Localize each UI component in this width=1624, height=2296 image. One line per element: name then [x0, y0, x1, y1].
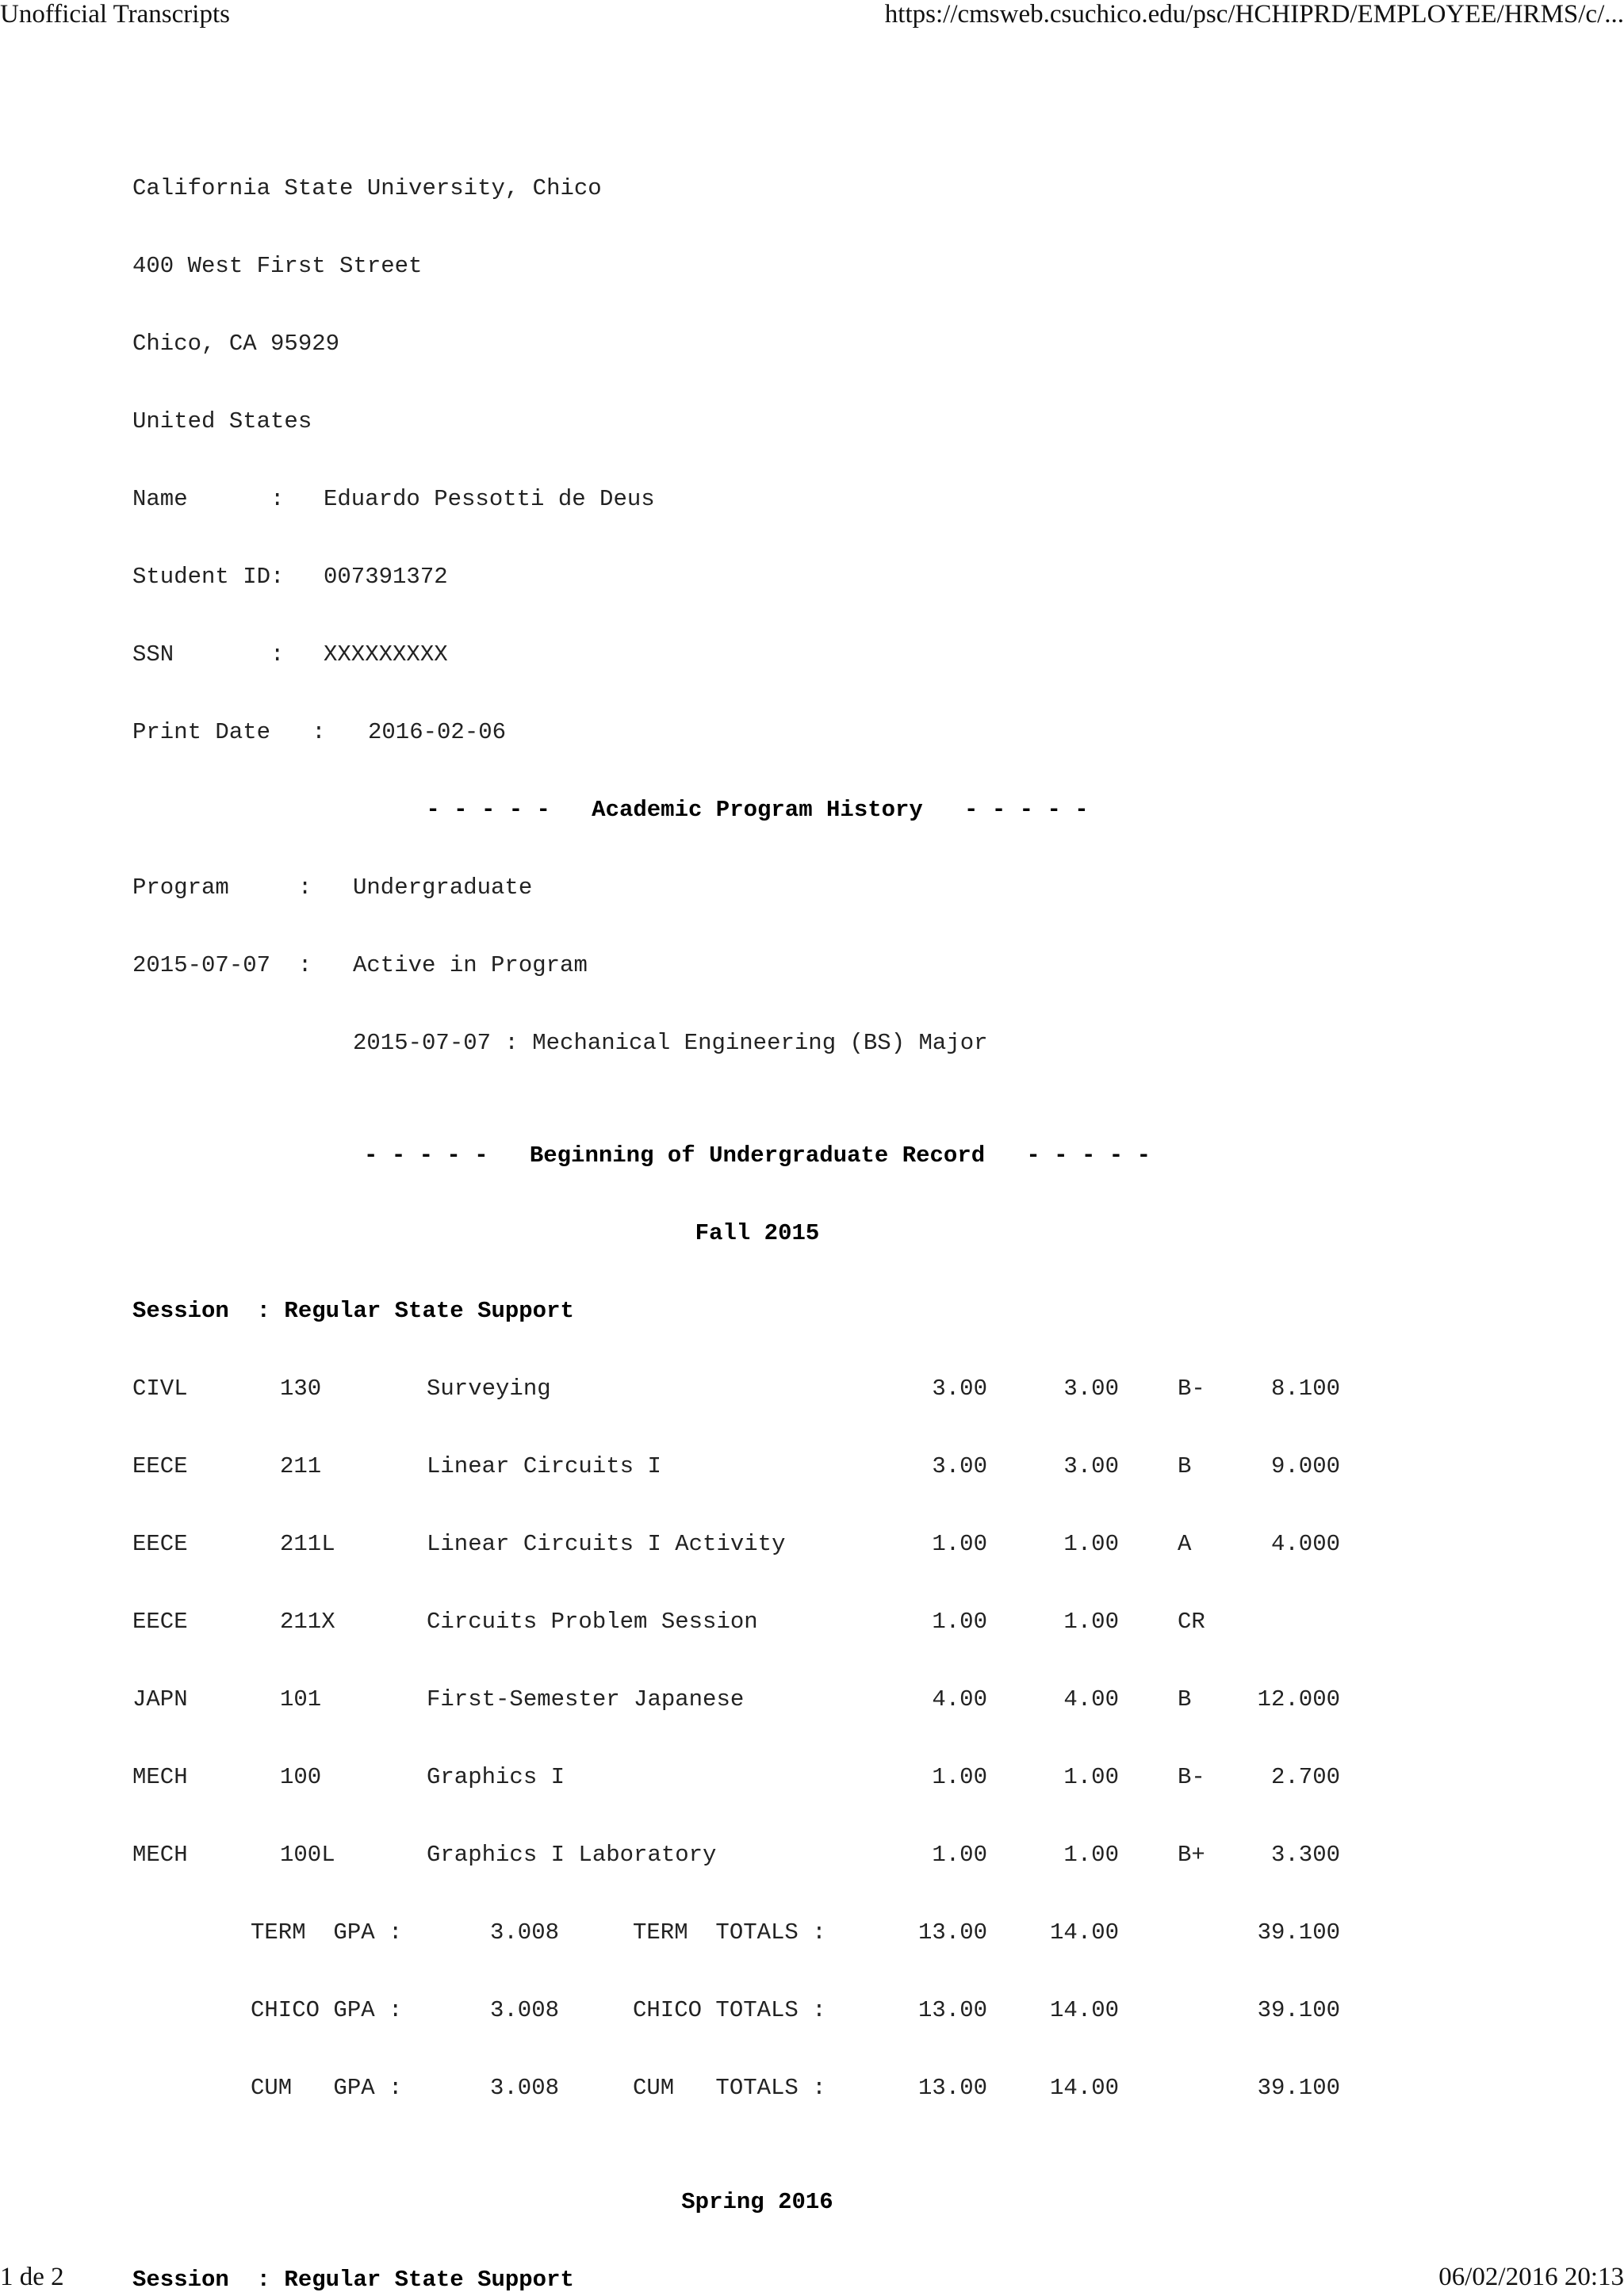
course-number: 211L [280, 1531, 335, 1557]
print-date-label: Print Date : [132, 719, 326, 745]
course-earned: 3.00 [1063, 1376, 1119, 1402]
course-attempted: 3.00 [932, 1376, 987, 1402]
total-attempted: 13.00 [917, 1919, 987, 1946]
total-earned: 14.00 [1049, 1919, 1119, 1946]
course-title: Graphics I Laboratory [427, 1842, 717, 1868]
course-title: Linear Circuits I Activity [427, 1531, 786, 1557]
course-subject: MECH [132, 1842, 188, 1868]
course-earned: 1.00 [1063, 1842, 1119, 1868]
course-attempted: 1.00 [932, 1531, 987, 1557]
course-attempted: 1.00 [932, 1609, 987, 1635]
course-subject: MECH [132, 1764, 188, 1790]
student-name: Eduardo Pessotti de Deus [324, 486, 655, 512]
institution-address-line2: Chico, CA 95929 [132, 331, 340, 357]
course-grade: CR [1178, 1609, 1205, 1635]
institution-country: United States [132, 408, 312, 434]
course-number: 101 [280, 1686, 322, 1712]
course-grade: A [1178, 1531, 1192, 1557]
course-points: 8.100 [1270, 1376, 1340, 1402]
total-points: 39.100 [1257, 1997, 1340, 2023]
course-grade: B+ [1178, 1842, 1205, 1868]
gpa-label: CHICO GPA : [251, 1997, 403, 2023]
gpa-value: 3.008 [489, 1919, 559, 1946]
course-points: 2.700 [1270, 1764, 1340, 1790]
course-earned: 4.00 [1063, 1686, 1119, 1712]
course-points: 9.000 [1270, 1453, 1340, 1479]
program-major: 2015-07-07 : Mechanical Engineering (BS) Major [353, 1030, 988, 1056]
course-earned: 1.00 [1063, 1764, 1119, 1790]
course-number: 211 [280, 1453, 322, 1479]
ssn-label: SSN : [132, 641, 285, 668]
course-grade: B- [1178, 1376, 1205, 1402]
record-heading: - - - - - Beginning of Undergraduate Record - - - - - [364, 1142, 1151, 1169]
session-label: Session : Regular State Support [132, 1298, 574, 1324]
gpa-value: 3.008 [489, 2075, 559, 2101]
course-attempted: 1.00 [932, 1764, 987, 1790]
course-title: Circuits Problem Session [427, 1609, 758, 1635]
print-footer-page: 1 de 2 [0, 2263, 64, 2291]
student-name-label: Name : [132, 486, 285, 512]
program-history-heading: - - - - - Academic Program History - - - - - [426, 797, 1089, 823]
course-points: 4.000 [1270, 1531, 1340, 1557]
course-number: 100L [280, 1842, 335, 1868]
total-points: 39.100 [1257, 1919, 1340, 1946]
course-attempted: 4.00 [932, 1686, 987, 1712]
ssn-value: XXXXXXXXX [324, 641, 448, 668]
total-earned: 14.00 [1049, 2075, 1119, 2101]
course-points: 12.000 [1257, 1686, 1340, 1712]
gpa-value: 3.008 [489, 1997, 559, 2023]
student-id: 007391372 [324, 564, 448, 590]
course-grade: B [1178, 1686, 1192, 1712]
course-title: First-Semester Japanese [427, 1686, 745, 1712]
print-date-value: 2016-02-06 [368, 719, 507, 745]
gpa-label: CUM GPA : [251, 2075, 403, 2101]
course-subject: EECE [132, 1609, 188, 1635]
totals-label: TERM TOTALS : [633, 1919, 826, 1946]
program-status-date: 2015-07-07 : [132, 952, 312, 978]
course-title: Linear Circuits I [427, 1453, 661, 1479]
course-subject: CIVL [132, 1376, 188, 1402]
course-grade: B [1178, 1453, 1192, 1479]
course-number: 211X [280, 1609, 335, 1635]
course-attempted: 3.00 [932, 1453, 987, 1479]
totals-label: CUM TOTALS : [633, 2075, 826, 2101]
print-header-title: Unofficial Transcripts [0, 0, 230, 29]
course-number: 130 [280, 1376, 322, 1402]
course-earned: 3.00 [1063, 1453, 1119, 1479]
course-subject: JAPN [132, 1686, 188, 1712]
course-earned: 1.00 [1063, 1531, 1119, 1557]
course-subject: EECE [132, 1453, 188, 1479]
course-title: Surveying [427, 1376, 551, 1402]
session-label: Session : Regular State Support [132, 2267, 574, 2293]
course-title: Graphics I [427, 1764, 565, 1790]
term-title: Spring 2016 [681, 2189, 833, 2215]
student-id-label: Student ID: [132, 564, 285, 590]
print-header-url: https://cmsweb.csuchico.edu/psc/HCHIPRD/EMPLOYEE/HRMS/c/... [884, 0, 1624, 29]
total-earned: 14.00 [1049, 1997, 1119, 2023]
course-grade: B- [1178, 1764, 1205, 1790]
program-label: Program : [132, 874, 312, 901]
institution-address-line1: 400 West First Street [132, 253, 423, 279]
totals-label: CHICO TOTALS : [633, 1997, 826, 2023]
course-points: 3.300 [1270, 1842, 1340, 1868]
total-points: 39.100 [1257, 2075, 1340, 2101]
institution-name: California State University, Chico [132, 175, 602, 201]
course-subject: EECE [132, 1531, 188, 1557]
total-attempted: 13.00 [917, 2075, 987, 2101]
course-number: 100 [280, 1764, 322, 1790]
course-attempted: 1.00 [932, 1842, 987, 1868]
print-footer-datetime: 06/02/2016 20:13 [1438, 2263, 1624, 2291]
total-attempted: 13.00 [917, 1997, 987, 2023]
term-title: Fall 2015 [695, 1220, 820, 1246]
course-earned: 1.00 [1063, 1609, 1119, 1635]
program-status: Active in Program [353, 952, 588, 978]
program-value: Undergraduate [353, 874, 533, 901]
gpa-label: TERM GPA : [251, 1919, 403, 1946]
